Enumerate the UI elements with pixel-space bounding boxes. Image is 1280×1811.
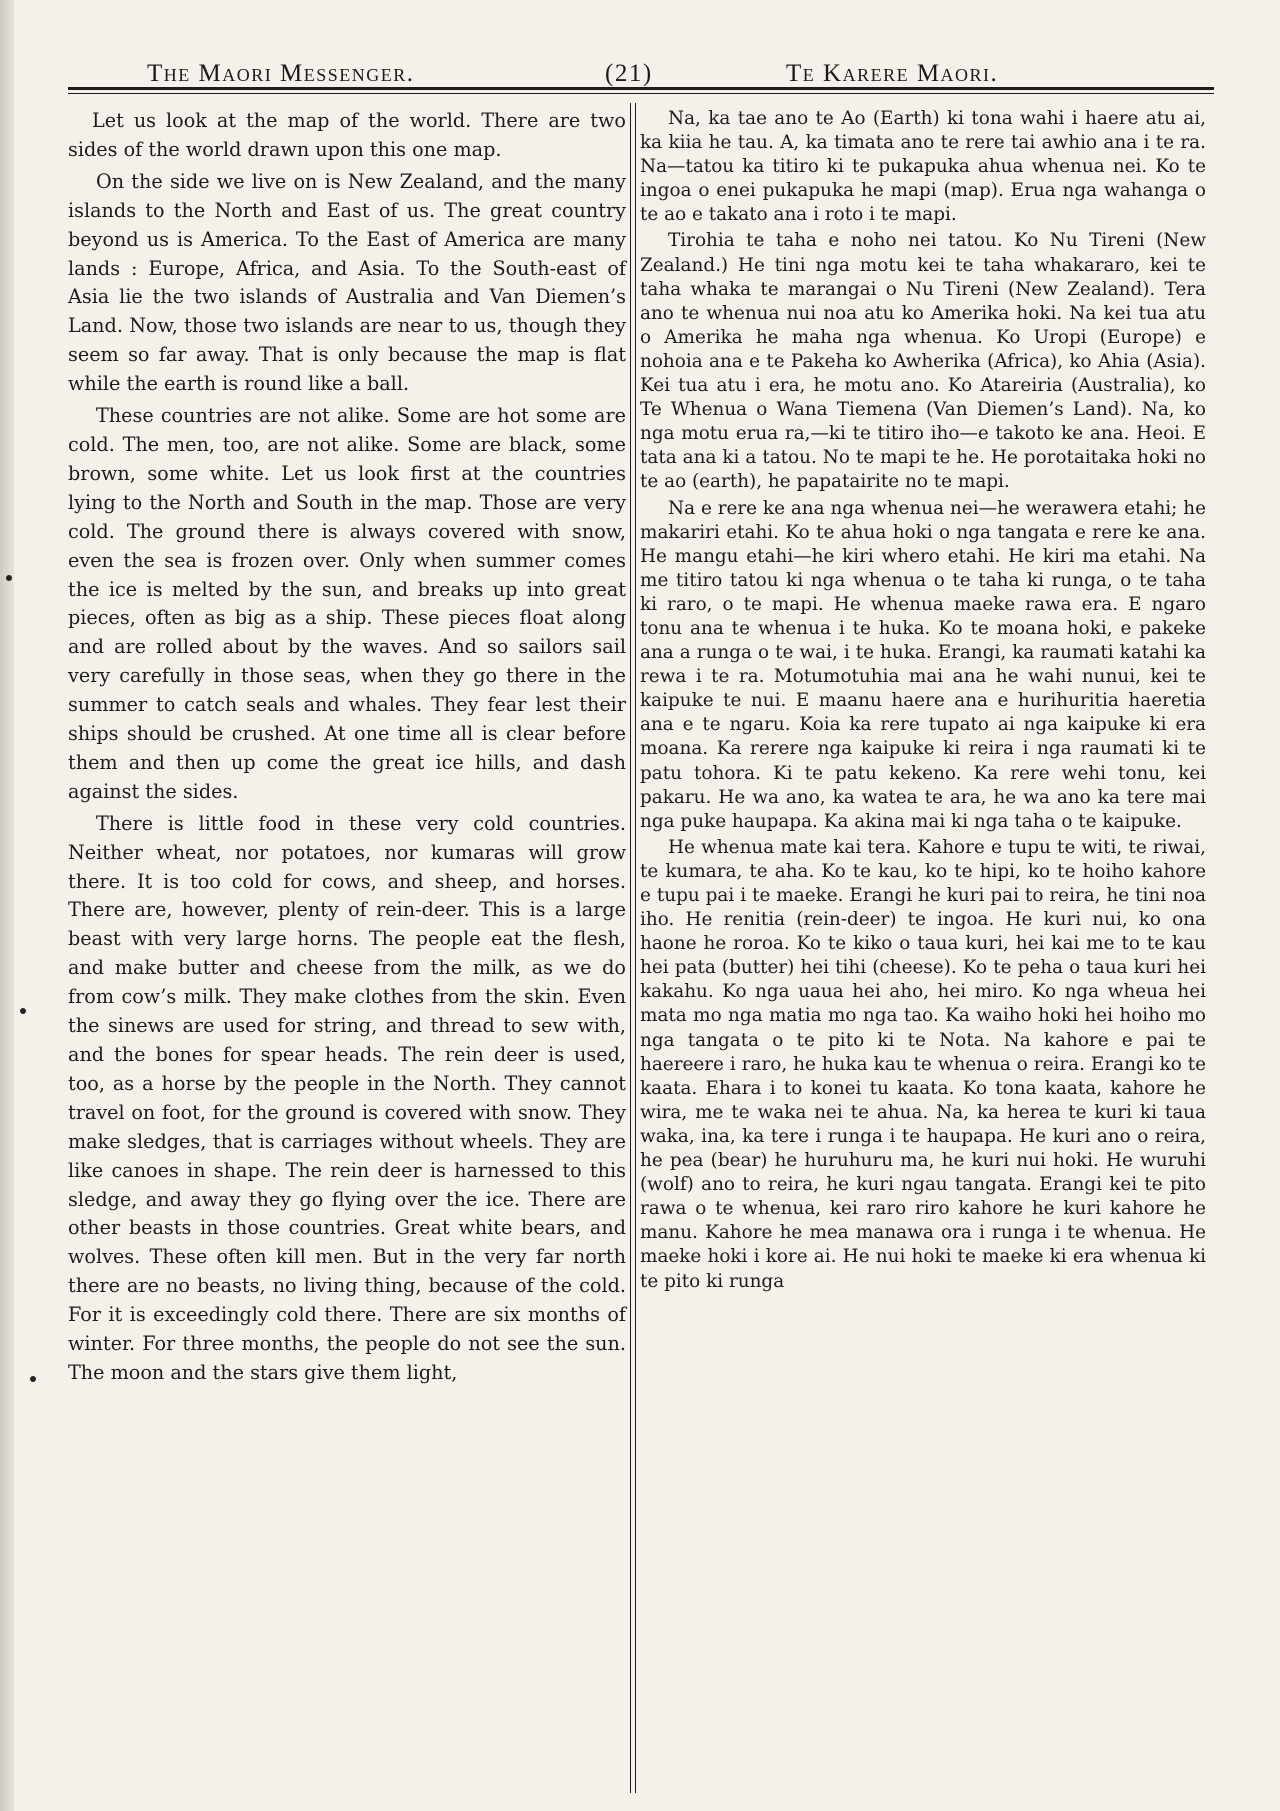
- english-paragraph: These countries are not alike. Some are hot some are cold. The men, too, are not alike. Some are black, some brown, some white. Let us look first at the countries lying to the North and South in the map. Those are very cold. The ground there is always covered with snow, even the sea is frozen over. Only when summer comes the ice is melted by the sun, and breaks up into great pieces, often as big as a ship. These pieces float along and are rolled about by the waves. And so sailors sail very carefully in those seas, when they go there in the summer to catch seals and whales. They fear lest their ships should be crushed. At one time all is clear before them and then up come the great ice hills, and dash against the sides.: [68, 404, 626, 803]
- column-divider: [630, 103, 636, 1793]
- english-column: [68, 107, 626, 1388]
- english-paragraph: On the side we live on is New Zealand, and the many islands to the North and East of us. The great country beyond us is America. To the East of America are many lands : Europe, Africa, and Asia. To the South-east of Asia lie the two islands of Australia and Van Diemen’s Land. Now, those two islands are near to us, though they seem so far away. That is only because the map is flat while the earth is round like a ball.: [68, 169, 626, 396]
- margin-mark: [20, 1008, 26, 1014]
- running-header: [52, 48, 1228, 88]
- maori-paragraph: Na e rere ke ana nga whenua nei—he werawera etahi; he makariri etahi. Ko te ahua hoki o nga tangata e rere ke ana. He mangu etahi—he kiri whero etahi. He kiri ma etahi. Na me titiro tatou ki nga whenua o te taha ki runga, o te taha ki raro, o te mapi. He whenua maeke rawa era. E ngaro tonu ana te whenua i te huka. Ko te moana hoki, e pakeke ana a runga o te wai, i te huka. Erangi, ka raumati katahi ka rewa i te ra. Motumotuhia mai ana he wahi nunui, kei te kaipuke te nui. E maanu haere ana e hurihuritia haeretia ana e te ngaru. Koia ka rere tupato ai nga kaipuke ki era moana. Ka rerere nga kaipuke ki reira i nga raumati ki te patu tohora. Ki te patu kekeno. Ka rere wehi tonu, kei pakaru. He wa ano, ka watea te ara, he wa ano ka tere mai nga puke haupapa. Ka akina mai ki nga taha o te kaipuke.: [640, 497, 1206, 832]
- page-number: (21): [605, 60, 653, 87]
- maori-paragraph: Na, ka tae ano te Ao (Earth) ki tona wahi i haere atu ai, ka kiia he tau. A, ka timata ano te rere tai awhio ana i te ra. Na—tatou ka titiro ki te pukapuka ahua whenua nei. Ko te ingoa o enei pukapuka he mapi (map). Erua nga wahanga o te ao e takato ana i roto i te mapi.: [640, 108, 1206, 226]
- header-title-english: The Maori Messenger.: [147, 60, 415, 87]
- header-rule-thin: [68, 93, 1214, 94]
- english-paragraph: There is little food in these very cold countries. Neither wheat, nor potatoes, nor kumaras will grow there. It is too cold for cows, and sheep, and horses. There are, however, plenty of rein-deer. This is a large beast with very large horns. The people eat the flesh, and make butter and cheese from the milk, as we do from cow’s milk. They make clothes from the skin. Even the sinews are used for string, and thread to sew with, and the bones for spear heads. The rein deer is used, too, as a horse by the people in the North. They cannot travel on foot, for the ground is covered with snow. They make sledges, that is carriages without wheels. They are like canoes in shape. The rein deer is harnessed to this sledge, and away they go flying over the ice. There are other beasts in those countries. Great white bears, and wolves. These often kill men. But in the very far north there are no beasts, no living thing, because of the cold. For it is exceedingly cold there. There are six months of winter. For three months, the people do not see the sun. The moon and the stars give them light,: [68, 811, 626, 1384]
- margin-mark: [6, 575, 12, 581]
- maori-paragraph: Tirohia te taha e noho nei tatou. Ko Nu Tireni (New Zealand.) He tini nga motu kei te taha whakararo, kei te taha whaka te marangai o Nu Tireni (New Zealand). Tera ano te whenua nui noa atu ko Amerika hoki. Na kei tua atu o Amerika he maha nga whenua. Ko Uropi (Europe) e nohoia ana e te Pakeha ko Awherika (Africa), ko Ahia (Asia). Kei tua atu i era, he motu ano. Ko Atareiria (Australia), ko Te Whenua o Wana Tiemena (Van Diemen’s Land). Na, ko nga motu erua ra,—ki te titiro iho—e takoto ke ana. Heoi. E tata ana ki a tatou. No te mapi te he. He porotaitaka hoki no te ao (earth), he papatairite no te mapi.: [640, 230, 1206, 493]
- newspaper-page: [52, 40, 1228, 1780]
- english-paragraph: Let us look at the map of the world. There are two sides of the world drawn upon this one map.: [68, 109, 626, 161]
- page-binding-edge: [0, 0, 14, 1811]
- margin-mark: [30, 1376, 36, 1382]
- header-rule-thick: [68, 87, 1214, 90]
- maori-paragraph: He whenua mate kai tera. Kahore e tupu te witi, te riwai, te kumara, te aha. Ko te kau, ko te hipi, ko te hoiho kahore e tupu pai i te maeke. Erangi he kuri pai to reira, he tini noa iho. He renitia (rein-deer) te ingoa. He kuri nui, ko ona haone he roroa. Ko te kiko o taua kuri, hei kai me to te kau hei pata (butter) hei tihi (cheese). Ko te peha o taua kuri hei kakahu. Ko nga uaua hei aho, hei miro. Ko nga wheua hei mata mo nga matia mo nga tao. Ka waiho hoki hei hoiho mo nga tangata o te pito ki te Nota. Na kahore e pai te haereere i raro, he huka kau te whenua o reira. Erangi ko te kaata. Ehara i to konei tu kaata. Ko tona kaata, kahore he wira, me te waka nei te ahua. Na, ka herea te kuri ki taua waka, ina, ka tere i runga i te haupapa. He kuri ano o reira, he pea (bear) he huruhuru ma, he kuri nui hoki. He wuruhi (wolf) ano to reira, he kuri ngau tangata. Erangi kei te pito rawa o te whenua, kei raro riro kahore he kuri kahore he manu. Kahore he mea manawa ora i runga i te whenua. He maeke hoki i kore ai. He nui hoki te maeke ki era whenua ki te pito ki runga: [640, 836, 1206, 1292]
- maori-column: [640, 107, 1206, 1294]
- header-title-maori: Te Karere Maori.: [786, 60, 999, 87]
